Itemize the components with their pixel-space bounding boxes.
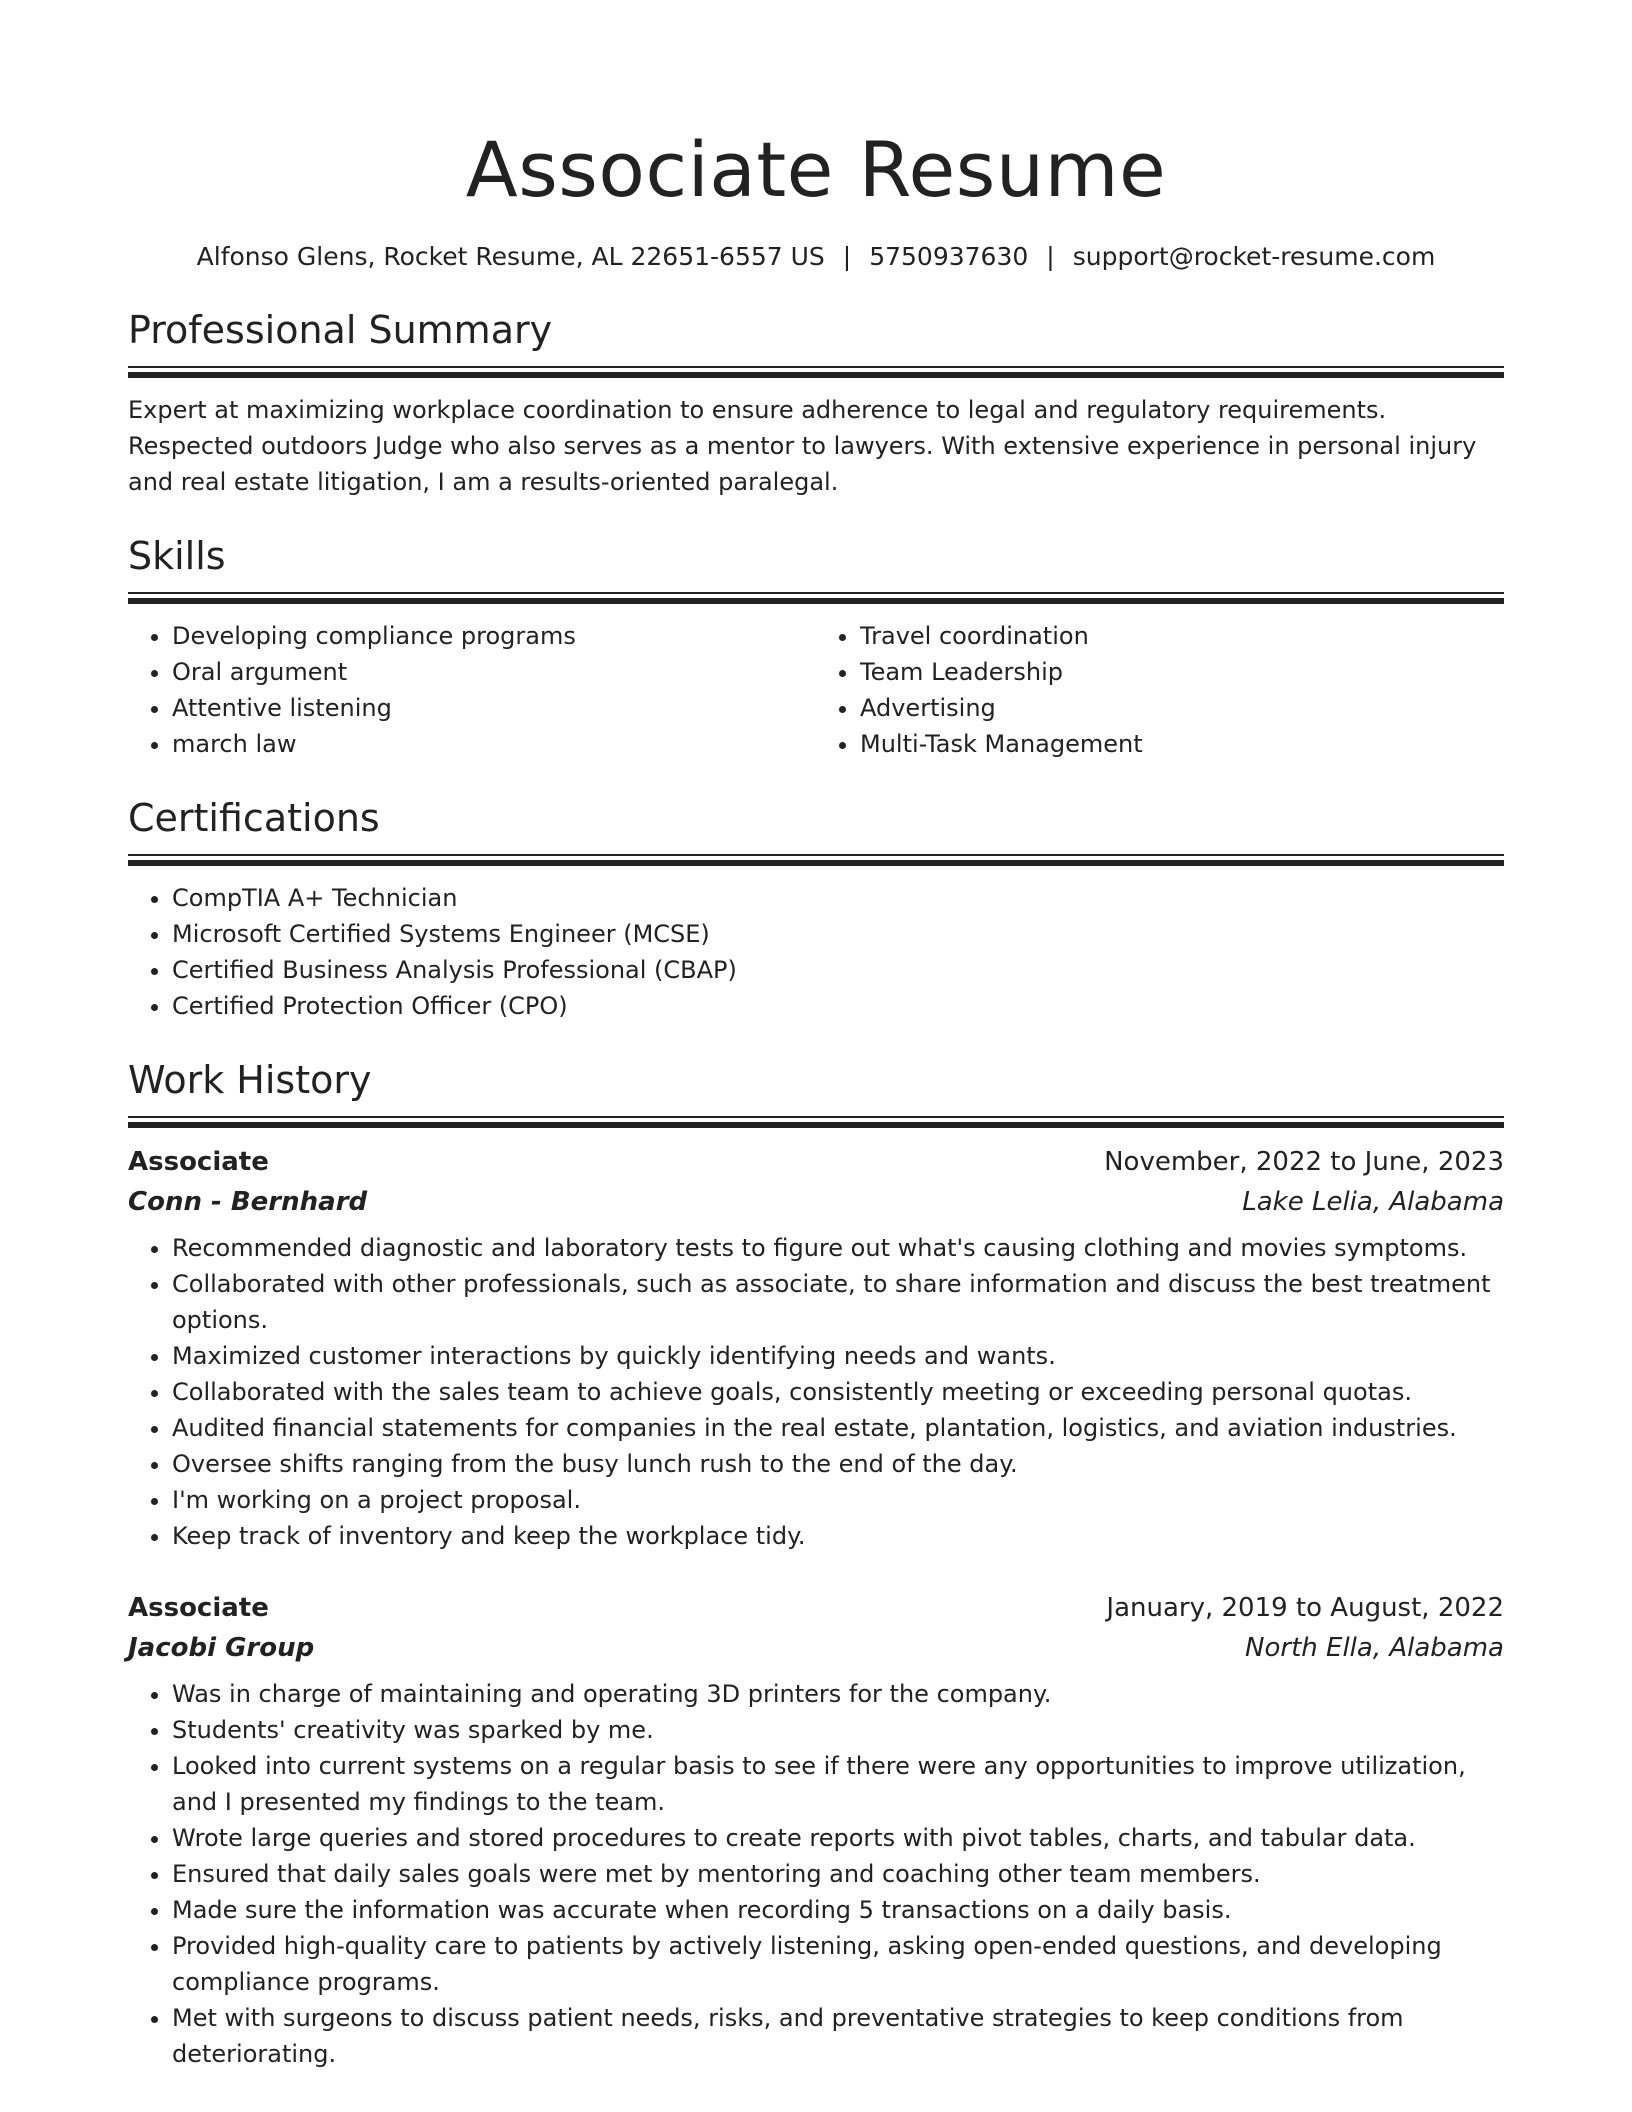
job-bullet: • Wrote large queries and stored procedures to create reports with pivot tables, charts, and tabular data.	[172, 1820, 1504, 1856]
job-bullet: • Recommended diagnostic and laboratory tests to figure out what's causing clothing and movies symptoms.	[172, 1230, 1504, 1266]
job-bullet: • Met with surgeons to discuss patient needs, risks, and preventative strategies to keep conditions from deteriorating.	[172, 2000, 1504, 2072]
certification-item: • Certified Protection Officer (CPO)	[172, 988, 1504, 1024]
job-bullet: • Students' creativity was sparked by me.	[172, 1712, 1504, 1748]
job-location: North Ella, Alabama	[1245, 1633, 1504, 1663]
job-bullet: • Keep track of inventory and keep the workplace tidy.	[172, 1518, 1504, 1554]
certification-item: • CompTIA A+ Technician	[172, 880, 1504, 916]
certifications-section	[128, 792, 1504, 1024]
contact-separator: |	[842, 242, 852, 271]
section-divider	[128, 854, 1504, 866]
job-bullet: • Collaborated with the sales team to achieve goals, consistently meeting or exceeding personal quotas.	[172, 1374, 1504, 1410]
job-bullet: • Provided high-quality care to patients by actively listening, asking open-ended questions, and developing compliance programs.	[172, 1928, 1504, 2000]
job-bullet: • Collaborated with other professionals, such as associate, to share information and discuss the best treatment options.	[172, 1266, 1504, 1338]
certification-item: • Certified Business Analysis Professional (CBAP)	[172, 952, 1504, 988]
skill-item: • Developing compliance programs	[172, 618, 816, 654]
skills-list-left	[128, 618, 816, 762]
job-role: Associate	[128, 1593, 269, 1623]
job-bullet: • Audited financial statements for companies in the real estate, plantation, logistics, and aviation industries.	[172, 1410, 1504, 1446]
skill-item: • Multi-Task Management	[860, 726, 1504, 762]
job-header	[128, 1142, 1504, 1182]
section-divider	[128, 592, 1504, 604]
skills-section	[128, 530, 1504, 762]
skill-item: • Advertising	[860, 690, 1504, 726]
job-company: Conn - Bernhard	[128, 1187, 368, 1217]
job-bullets	[128, 1230, 1504, 1554]
certification-item: • Microsoft Certified Systems Engineer (MCSE)	[172, 916, 1504, 952]
job-entry	[128, 1142, 1504, 1554]
skill-item: • march law	[172, 726, 816, 762]
contact-address: Alfonso Glens, Rocket Resume, AL 22651-6557 US	[196, 242, 825, 271]
job-bullet: • Oversee shifts ranging from the busy lunch rush to the end of the day.	[172, 1446, 1504, 1482]
job-dates: November, 2022 to June, 2023	[1104, 1147, 1504, 1177]
resume-title: Associate Resume	[465, 125, 1167, 214]
certifications-list	[128, 880, 1504, 1024]
job-bullet: • Made sure the information was accurate when recording 5 transactions on a daily basis.	[172, 1892, 1504, 1928]
skill-item: • Team Leadership	[860, 654, 1504, 690]
skills-list-right	[816, 618, 1504, 762]
section-divider	[128, 1116, 1504, 1128]
job-bullet: • Ensured that daily sales goals were met by mentoring and coaching other team members.	[172, 1856, 1504, 1892]
skill-item: • Attentive listening	[172, 690, 816, 726]
skills-grid	[128, 618, 1504, 762]
job-location: Lake Lelia, Alabama	[1242, 1187, 1504, 1217]
contact-email: support@rocket-resume.com	[1072, 242, 1436, 271]
section-divider	[128, 366, 1504, 378]
summary-text: Expert at maximizing workplace coordination to ensure adherence to legal and regulatory requirements. Respected outdoors Judge who also serves as a mentor to lawyers. With extensive experience in personal injury and real estate litigation, I am a results-oriented paralegal.	[128, 396, 1477, 496]
job-header	[128, 1588, 1504, 1628]
work-history-section	[128, 1054, 1504, 2072]
job-entry	[128, 1588, 1504, 2072]
job-bullet: • Looked into current systems on a regular basis to see if there were any opportunities to improve utilization, and I presented my findings to the team.	[172, 1748, 1504, 1820]
job-bullets	[128, 1676, 1504, 2072]
job-subheader	[128, 1628, 1504, 1668]
job-role: Associate	[128, 1147, 269, 1177]
skill-item: • Travel coordination	[860, 618, 1504, 654]
job-bullet: • I'm working on a project proposal.	[172, 1482, 1504, 1518]
job-subheader	[128, 1182, 1504, 1222]
job-dates: January, 2019 to August, 2022	[1106, 1593, 1504, 1623]
job-bullet: • Was in charge of maintaining and operating 3D printers for the company.	[172, 1676, 1504, 1712]
summary-section	[128, 304, 1504, 500]
section-heading-summary: Professional Summary	[128, 308, 553, 352]
contact-phone: 5750937630	[869, 242, 1029, 271]
section-heading-work-history: Work History	[128, 1058, 372, 1102]
skill-item: • Oral argument	[172, 654, 816, 690]
contact-separator: |	[1046, 242, 1055, 271]
contact-line	[128, 240, 1504, 274]
section-heading-certifications: Certifications	[128, 796, 380, 840]
section-heading-skills: Skills	[128, 534, 226, 578]
job-bullet: • Maximized customer interactions by quickly identifying needs and wants.	[172, 1338, 1504, 1374]
job-company: Jacobi Group	[128, 1633, 315, 1663]
